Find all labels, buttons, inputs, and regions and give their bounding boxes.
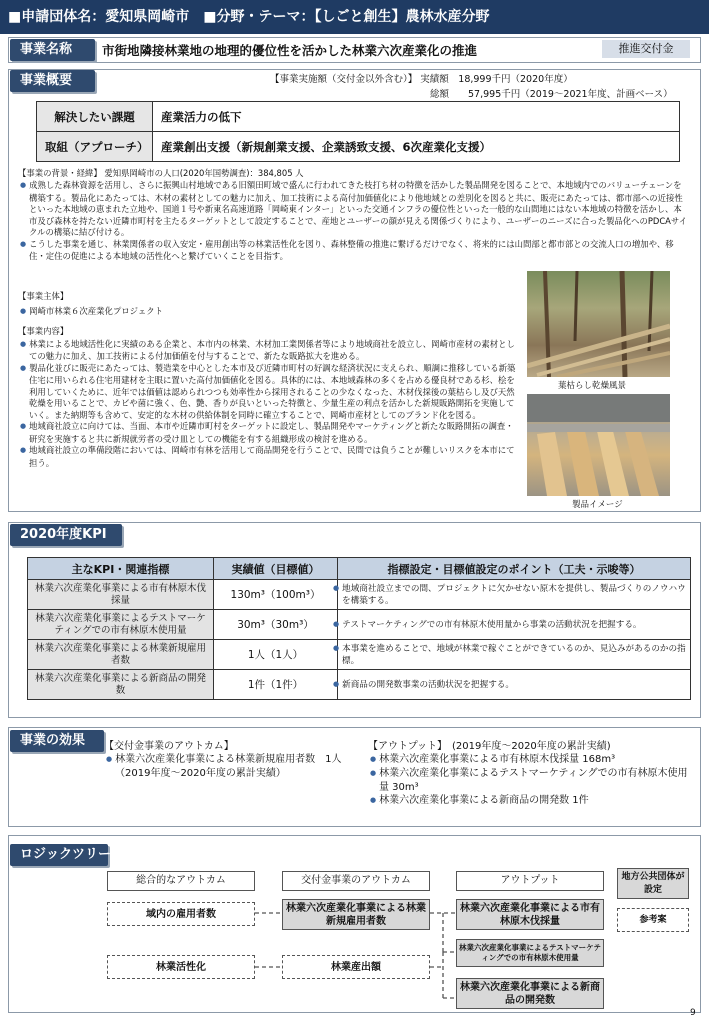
output-bullet: ● 林業六次産業化事業による新商品の開発数 1件 (368, 794, 696, 808)
kpi-header: 実績値（目標値） (214, 558, 338, 580)
output-bullet: ● 林業六次産業化事業による市有林原木伐採量 168m³ (368, 753, 696, 767)
background-bullet: ● こうした事業を通じ、林業関係者の収入安定・雇用創出等の林業活性化を図り、森林整備の推進に繋げるだけでなく、将来的には山間部と都市部との交流人口の増加や、移住・定住の促進による本地域の活性化へと繋げていくことを目指す。 (18, 239, 688, 263)
logic-tree-tab: ロジックツリー (10, 844, 108, 866)
kpi-point: ● 本事業を進めることで、地域が林業で稼ぐことができているのか、見込みがあるのかの指標。 (338, 640, 691, 670)
content-bullet: ● 製品化並びに販売にあたっては、製造業を中心とした本市及び近隣市町村の好調な経済状況に支えられ、順調に推移している新築住宅に用いられる住宅用建材を主眼に置いた高付加価値化を図る。具体的には、本地域森林の多くを占める優良材である杉、桧を利用していくために、近年では価値は認められつつも効率性から採用されることの少なくなった、木材伐採後の葉枯らし及び天然乾燥を用いることで、カビや菌に強く、色、艶、香りが良いといった特徴と、少量生産の利点を活かした新規販路開拓を実施していく。また納期等も含めて、安定的な木材の供給体制を同時に確立することで、岡崎市産材としてのブランド化を図る。 (18, 363, 518, 422)
logic-col-header: 交付金事業のアウトカム (282, 871, 430, 891)
logic-col-header: アウトプット (456, 871, 604, 891)
outcome-heading: 【交付金事業のアウトカム】 (104, 741, 234, 752)
background-bullet: ● 成熟した森林資源を活用し、さらに振興山村地域である旧額田町域で盛んに行われてきた枝打ち材の特徴を活かした製品開発を図ることで、本地域内でのバリューチェーンを構築する。製品化にあたっては、木材の素材としての魅力に加え、加工技術による高付加価値化により他地域との差別化を図ると共に、販売にあたっては、都市部への近接性といった本地域の恵まれた立地や、国道１号や新東名高速道路「岡崎東インター」といった交通インフラの優位性といった一般的な山間地にはない本地域の特徴を活かし、本市及び森林を持たない近隣市町村を主たるターゲットとして設定することで、産地とユーザーの顔が見える関係づくりにより、ユーザーのニーズに合った製品化へのPDCAサイクルの構築に結び付ける。 (18, 180, 688, 239)
kpi-value: 30m³（30m³） (214, 610, 338, 640)
approach-value: 産業創出支援（新規創業支援、企業誘致支援、6次産業化支援） (153, 132, 680, 162)
logic-col-header: 総合的なアウトカム (107, 871, 255, 891)
issue-value: 産業活力の低下 (153, 102, 680, 132)
project-name: 市街地隣接林業地の地理的優位性を活かした林業六次産業化の推進 (102, 43, 478, 58)
cost-actual: 【事業実施額（交付金以外含む）】 実績額 18,999千円（2020年度） (270, 74, 573, 85)
legend-dashed: 参考案 (617, 908, 689, 932)
grant-outcome-box: 林業六次産業化事業による林業新規雇用者数 (282, 899, 430, 930)
output-box: 林業六次産業化事業による市有林原木伐採量 (456, 899, 604, 930)
header-title: ■申請団体名：愛知県岡崎市 ■分野・テーマ：【しごと創生】農林水産分野 (8, 9, 490, 25)
cost-total: 総額 57,995千円（2019～2021年度、計画ベース） (430, 89, 673, 100)
kpi-name: 林業六次産業化事業による新商品の開発数 (28, 670, 214, 700)
grant-outcome-box: 林業産出額 (282, 955, 430, 979)
effect-tab: 事業の効果 (10, 730, 104, 752)
background-heading: 【事業の背景・経緯】 愛知県岡崎市の人口(2020年国勢調査)：384,805 人 (18, 168, 304, 178)
content-bullet: ● 地域商社設立の準備段階においては、岡崎市有林を活用して商品開発を行うことで、民間では負うことが難しいリスクを本市にて担う。 (18, 445, 518, 469)
photo2-caption: 製品イメージ (572, 500, 623, 510)
output-box: 林業六次産業化事業によるテストマーケティングでの市有林原木使用量 (456, 939, 604, 967)
project-name-tab: 事業名称 (10, 39, 95, 61)
kpi-name: 林業六次産業化事業によるテストマーケティングでの市有林原木使用量 (28, 610, 214, 640)
actor-bullet: ● 岡崎市林業６次産業化プロジェクト (18, 306, 518, 319)
approach-label: 取組（アプローチ） (37, 132, 153, 162)
actor-heading: 【事業主体】 (18, 291, 69, 301)
output-heading: 【アウトプット】 (2019年度～2020年度の累計実績) (368, 741, 611, 752)
kpi-value: 1件（1件） (214, 670, 338, 700)
overall-outcome-box: 域内の雇用者数 (107, 902, 255, 926)
kpi-value: 1人（1人） (214, 640, 338, 670)
kpi-point: ● 地域商社設立までの間、プロジェクトに欠かせない原木を提供し、製品づくりのノウハウを構築する。 (338, 580, 691, 610)
grant-type-badge: 推進交付金 (602, 40, 690, 58)
kpi-value: 130m³（100m³） (214, 580, 338, 610)
kpi-point: ● 新商品の開発数事業の活動状況を把握する。 (338, 670, 691, 700)
content-bullet: ● 林業による地域活性化に実績のある企業と、本市内の林業、木材加工業関係者等により地域商社を設立し、岡崎市産材の素材としての魅力に加え、加工技術による付加価値を付与することで、新たな販路拡大を進める。 (18, 339, 518, 363)
outcome-bullet: ● 林業六次産業化事業による林業新規雇用者数 1人（2019年度～2020年度の累計実績） (104, 753, 359, 780)
output-bullet: ● 林業六次産業化事業によるテストマーケティングでの市有林原木使用量 30m³ (368, 767, 696, 794)
kpi-point: ● テストマーケティングでの市有林原木使用量から事業の活動状況を把握する。 (338, 610, 691, 640)
photo1-caption: 葉枯らし乾燥風景 (558, 381, 627, 391)
overall-outcome-box: 林業活性化 (107, 955, 255, 979)
output-box: 林業六次産業化事業による新商品の開発数 (456, 978, 604, 1009)
kpi-tab: 2020年度KPI (10, 524, 122, 546)
legend-solid: 地方公共団体が設定 (617, 868, 689, 899)
kpi-name: 林業六次産業化事業による市有林原木伐採量 (28, 580, 214, 610)
kpi-name: 林業六次産業化事業による林業新規雇用者数 (28, 640, 214, 670)
overview-tab: 事業概要 (10, 70, 95, 92)
issue-label: 解決したい課題 (37, 102, 153, 132)
kpi-header: 指標設定・目標値設定のポイント（工夫・示唆等） (338, 558, 691, 580)
kpi-header: 主なKPI・関連指標 (28, 558, 214, 580)
content-heading: 【事業内容】 (18, 325, 69, 336)
page-number: 9 (690, 1008, 696, 1018)
content-bullet: ● 地域商社設立に向けては、当面、本市や近隣市町村をターゲットに設定し、製品開発やマーケティングと新たな販路開拓の調査・研究を実施すると共に新規就労者の受け皿としての機能を有する組織形成の検討を進める。 (18, 421, 518, 445)
